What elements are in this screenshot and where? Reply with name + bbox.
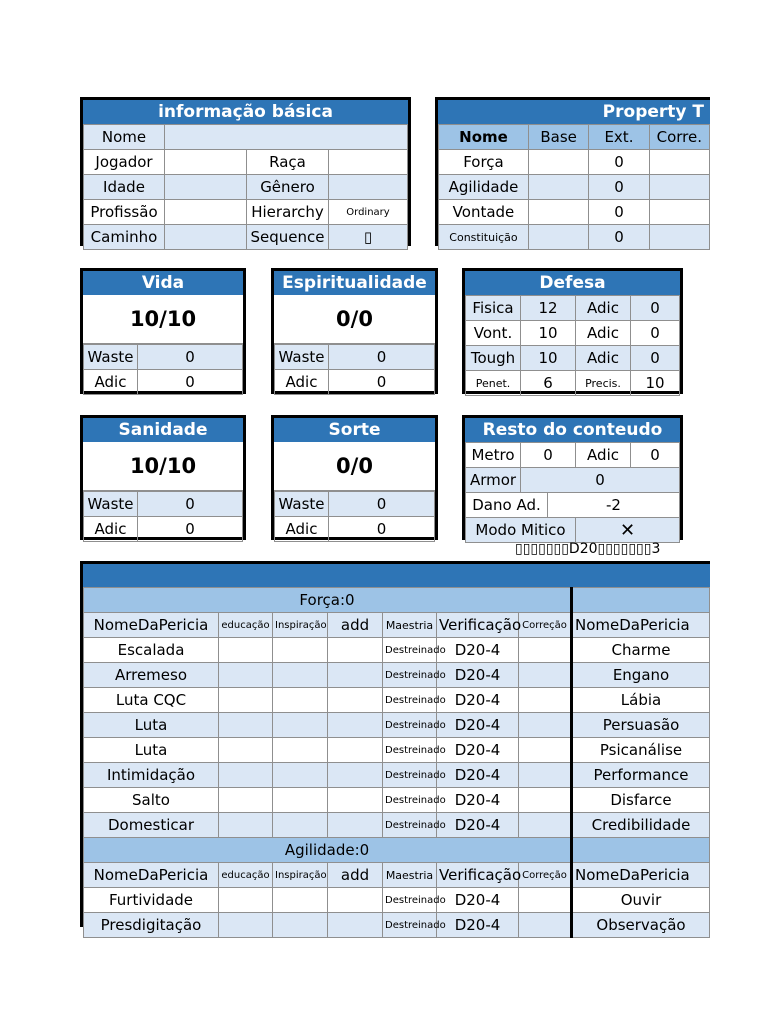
vida-value: 10/10: [83, 295, 243, 344]
sanidade-adic[interactable]: 0: [138, 517, 243, 542]
col-add: add: [328, 863, 383, 888]
prop-header-base: Base: [528, 125, 588, 150]
nome-field[interactable]: [165, 125, 408, 150]
label-jogador: Jogador: [84, 150, 165, 175]
skill-inspiracao[interactable]: [273, 813, 328, 838]
skill-name-right: Credibilidade: [572, 813, 710, 838]
espiritualidade-panel: [271, 268, 438, 394]
skill-row: [84, 688, 710, 713]
skill-verificacao: D20-4: [437, 688, 519, 713]
skill-name: Presdigitação: [84, 913, 219, 938]
sanidade-title: Sanidade: [83, 418, 243, 442]
skill-educacao[interactable]: [219, 688, 273, 713]
skill-name: Escalada: [84, 638, 219, 663]
skill-correcao[interactable]: [519, 688, 572, 713]
prop-ext: 0: [589, 225, 649, 250]
metro-label: Metro: [466, 443, 521, 468]
resto-adic[interactable]: 0: [631, 443, 680, 468]
skill-inspiracao[interactable]: [273, 913, 328, 938]
sorte-adic-label: Adic: [275, 517, 329, 542]
espiritualidade-adic[interactable]: 0: [329, 370, 435, 395]
skill-educacao[interactable]: [219, 663, 273, 688]
property-title: Property T: [438, 100, 710, 124]
prop-base[interactable]: [528, 175, 588, 200]
label-caminho: Caminho: [84, 225, 165, 250]
skill-correcao[interactable]: [519, 913, 572, 938]
skill-name: Furtividade: [84, 888, 219, 913]
skill-name: Luta: [84, 738, 219, 763]
sorte-panel: [271, 415, 438, 540]
prop-header-corre: Corre.: [649, 125, 709, 150]
skill-inspiracao[interactable]: [273, 738, 328, 763]
label-nome: Nome: [84, 125, 165, 150]
skill-name-right: Persuasão: [572, 713, 710, 738]
sorte-title: Sorte: [274, 418, 435, 442]
skill-add[interactable]: [328, 713, 383, 738]
skill-name-right: Charme: [572, 638, 710, 663]
prop-name: Vontade: [439, 200, 529, 225]
sanidade-panel: [80, 415, 246, 540]
skill-maestria[interactable]: Destreinado: [383, 688, 437, 713]
label-profissao: Profissão: [84, 200, 165, 225]
prop-header-ext: Ext.: [589, 125, 649, 150]
skill-name: Luta CQC: [84, 688, 219, 713]
espiritualidade-waste[interactable]: 0: [329, 345, 435, 370]
sanidade-waste-label: Waste: [84, 492, 138, 517]
skill-name: Arremeso: [84, 663, 219, 688]
col-verificacao: Verificação: [437, 863, 519, 888]
sorte-waste-label: Waste: [275, 492, 329, 517]
col-inspiracao: Inspiração: [273, 613, 328, 638]
dano-label: Dano Ad.: [466, 493, 548, 518]
espiritualidade-title: Espiritualidade: [274, 271, 435, 295]
jogador-field[interactable]: [165, 150, 247, 175]
skill-add[interactable]: [328, 738, 383, 763]
skill-educacao[interactable]: [219, 888, 273, 913]
skill-correcao[interactable]: [519, 663, 572, 688]
skill-add[interactable]: [328, 888, 383, 913]
defesa-adic[interactable]: 0: [631, 296, 680, 321]
resto-panel: [462, 415, 683, 540]
basic-info-table: [83, 124, 408, 250]
sequence-field[interactable]: ▯: [329, 225, 408, 250]
skill-name-right: Lábia: [572, 688, 710, 713]
defesa-label: Tough: [466, 346, 521, 371]
defesa-title: Defesa: [465, 271, 680, 295]
skill-correcao[interactable]: [519, 713, 572, 738]
skill-maestria[interactable]: Destreinado: [383, 913, 437, 938]
label-idade: Idade: [84, 175, 165, 200]
prop-corre[interactable]: [649, 200, 709, 225]
skill-name-right: Ouvir: [572, 888, 710, 913]
prop-corre[interactable]: [649, 150, 709, 175]
col-maestria: Maestria: [383, 613, 437, 638]
skill-inspiracao[interactable]: [273, 788, 328, 813]
skill-correcao[interactable]: [519, 888, 572, 913]
vida-panel: [80, 268, 246, 394]
skill-maestria[interactable]: Destreinado: [383, 788, 437, 813]
property-table: [438, 124, 710, 250]
defesa-adic[interactable]: 0: [631, 321, 680, 346]
skill-correcao[interactable]: [519, 788, 572, 813]
vida-waste[interactable]: 0: [138, 345, 243, 370]
skill-name: Salto: [84, 788, 219, 813]
skill-maestria[interactable]: Destreinado: [383, 713, 437, 738]
vida-adic[interactable]: 0: [138, 370, 243, 395]
skill-add[interactable]: [328, 813, 383, 838]
defesa-adic-label: Adic: [576, 321, 631, 346]
prop-name: Força: [439, 150, 529, 175]
label-genero: Gênero: [247, 175, 329, 200]
prop-ext: 0: [589, 200, 649, 225]
label-raca: Raça: [247, 150, 329, 175]
skill-maestria[interactable]: Destreinado: [383, 638, 437, 663]
skill-row: [84, 713, 710, 738]
defesa-adic-label: Adic: [576, 346, 631, 371]
skill-add[interactable]: [328, 913, 383, 938]
metro-value: 0: [521, 443, 576, 468]
skill-add[interactable]: [328, 763, 383, 788]
label-sequence: Sequence: [247, 225, 329, 250]
skill-maestria[interactable]: Destreinado: [383, 813, 437, 838]
basic-info-title: informação básica: [83, 100, 408, 124]
col-educacao: educação: [219, 613, 273, 638]
espiritualidade-adic-label: Adic: [275, 370, 329, 395]
col-nome: NomeDaPericia: [84, 863, 219, 888]
skill-inspiracao[interactable]: [273, 888, 328, 913]
defesa-label: Vont.: [466, 321, 521, 346]
idade-field[interactable]: [165, 175, 247, 200]
group-right: [572, 588, 710, 613]
col-nome-right: NomeDaPericia: [572, 863, 710, 888]
skill-verificacao: D20-4: [437, 788, 519, 813]
genero-field[interactable]: [329, 175, 408, 200]
skill-educacao[interactable]: [219, 638, 273, 663]
label-hierarchy: Hierarchy: [247, 200, 329, 225]
skill-add[interactable]: [328, 788, 383, 813]
skill-name-right: Disfarce: [572, 788, 710, 813]
skill-name-right: Engano: [572, 663, 710, 688]
skill-maestria[interactable]: Destreinado: [383, 763, 437, 788]
skill-correcao[interactable]: [519, 763, 572, 788]
group-agilidade: Agilidade:0: [84, 838, 572, 863]
defesa-label: Precis.: [576, 371, 631, 396]
espiritualidade-waste-label: Waste: [275, 345, 329, 370]
skill-row: [84, 913, 710, 938]
skill-verificacao: D20-4: [437, 913, 519, 938]
skill-inspiracao[interactable]: [273, 663, 328, 688]
armor-value[interactable]: 0: [521, 468, 680, 493]
skill-correcao[interactable]: [519, 813, 572, 838]
skill-row: [84, 888, 710, 913]
basic-info-panel: [80, 97, 411, 246]
col-correcao: Correção: [519, 613, 572, 638]
col-verificacao: Verificação: [437, 613, 519, 638]
defesa-label: Fisica: [466, 296, 521, 321]
skill-row: [84, 813, 710, 838]
resto-table: [465, 442, 680, 543]
sorte-waste[interactable]: 0: [329, 492, 435, 517]
col-maestria: Maestria: [383, 863, 437, 888]
skill-verificacao: D20-4: [437, 738, 519, 763]
defesa-panel: [462, 268, 683, 394]
sanidade-value: 10/10: [83, 442, 243, 491]
modo-mitico-label: Modo Mitico: [466, 518, 576, 543]
skill-row: [84, 638, 710, 663]
skill-maestria[interactable]: Destreinado: [383, 663, 437, 688]
skill-verificacao: D20-4: [437, 663, 519, 688]
skill-add[interactable]: [328, 663, 383, 688]
skill-correcao[interactable]: [519, 638, 572, 663]
skill-inspiracao[interactable]: [273, 638, 328, 663]
prop-corre[interactable]: [649, 225, 709, 250]
defesa-value: 10: [521, 321, 576, 346]
prop-header-nome: Nome: [439, 125, 529, 150]
skill-educacao[interactable]: [219, 813, 273, 838]
prop-name: Agilidade: [439, 175, 529, 200]
vida-adic-label: Adic: [84, 370, 138, 395]
skill-name: Luta: [84, 713, 219, 738]
skill-verificacao: D20-4: [437, 638, 519, 663]
skill-inspiracao[interactable]: [273, 713, 328, 738]
prop-base[interactable]: [528, 150, 588, 175]
skill-maestria[interactable]: Destreinado: [383, 888, 437, 913]
caminho-field[interactable]: [165, 225, 247, 250]
skill-name-right: Psicanálise: [572, 738, 710, 763]
defesa-table: [465, 295, 680, 396]
defesa-value: 6: [521, 371, 576, 396]
skill-inspiracao[interactable]: [273, 688, 328, 713]
espiritualidade-value: 0/0: [274, 295, 435, 344]
prop-ext: 0: [589, 175, 649, 200]
skill-row: [84, 763, 710, 788]
group-right: [572, 838, 710, 863]
defesa-adic-label: Adic: [576, 296, 631, 321]
skill-verificacao: D20-4: [437, 888, 519, 913]
vida-title: Vida: [83, 271, 243, 295]
skill-educacao[interactable]: [219, 788, 273, 813]
prop-ext: 0: [589, 150, 649, 175]
sorte-value: 0/0: [274, 442, 435, 491]
sanidade-adic-label: Adic: [84, 517, 138, 542]
skills-panel: [80, 561, 710, 934]
note-text: ▯▯▯▯▯▯▯D20▯▯▯▯▯▯▯3: [515, 541, 661, 557]
col-inspiracao: Inspiração: [273, 863, 328, 888]
defesa-value: 10: [521, 346, 576, 371]
skill-row: [84, 663, 710, 688]
skill-name-right: Observação: [572, 913, 710, 938]
group-forca: Força:0: [84, 588, 572, 613]
profissao-field[interactable]: [165, 200, 247, 225]
skill-educacao[interactable]: [219, 713, 273, 738]
armor-label: Armor: [466, 468, 521, 493]
skills-header-bar: [83, 564, 710, 587]
skill-verificacao: D20-4: [437, 763, 519, 788]
hierarchy-field[interactable]: Ordinary: [329, 200, 408, 225]
defesa-label: Penet.: [466, 371, 521, 396]
vida-waste-label: Waste: [84, 345, 138, 370]
skill-add[interactable]: [328, 688, 383, 713]
skill-name: Intimidação: [84, 763, 219, 788]
resto-title: Resto do conteudo: [465, 418, 680, 442]
raca-field[interactable]: [329, 150, 408, 175]
skill-name-right: Performance: [572, 763, 710, 788]
skill-correcao[interactable]: [519, 738, 572, 763]
defesa-adic[interactable]: 0: [631, 346, 680, 371]
col-add: add: [328, 613, 383, 638]
skill-row: [84, 738, 710, 763]
skill-verificacao: D20-4: [437, 713, 519, 738]
skill-row: [84, 788, 710, 813]
col-nome-right: NomeDaPericia: [572, 613, 710, 638]
prop-base[interactable]: [528, 200, 588, 225]
skill-educacao[interactable]: [219, 738, 273, 763]
skill-name: Domesticar: [84, 813, 219, 838]
skills-table: [83, 587, 710, 938]
skill-add[interactable]: [328, 638, 383, 663]
modo-mitico-checkbox[interactable]: ✕: [576, 518, 680, 543]
defesa-value: 12: [521, 296, 576, 321]
resto-adic-label: Adic: [576, 443, 631, 468]
sanidade-waste[interactable]: 0: [138, 492, 243, 517]
prop-base[interactable]: [528, 225, 588, 250]
skill-maestria[interactable]: Destreinado: [383, 738, 437, 763]
col-nome: NomeDaPericia: [84, 613, 219, 638]
skill-verificacao: D20-4: [437, 813, 519, 838]
defesa-value: 10: [631, 371, 680, 396]
col-educacao: educação: [219, 863, 273, 888]
skill-educacao[interactable]: [219, 763, 273, 788]
prop-name: Constituição: [439, 225, 529, 250]
skill-inspiracao[interactable]: [273, 763, 328, 788]
property-panel: [435, 97, 710, 246]
col-correcao: Correção: [519, 863, 572, 888]
skill-educacao[interactable]: [219, 913, 273, 938]
prop-corre[interactable]: [649, 175, 709, 200]
sorte-adic[interactable]: 0: [329, 517, 435, 542]
dano-value: -2: [548, 493, 680, 518]
